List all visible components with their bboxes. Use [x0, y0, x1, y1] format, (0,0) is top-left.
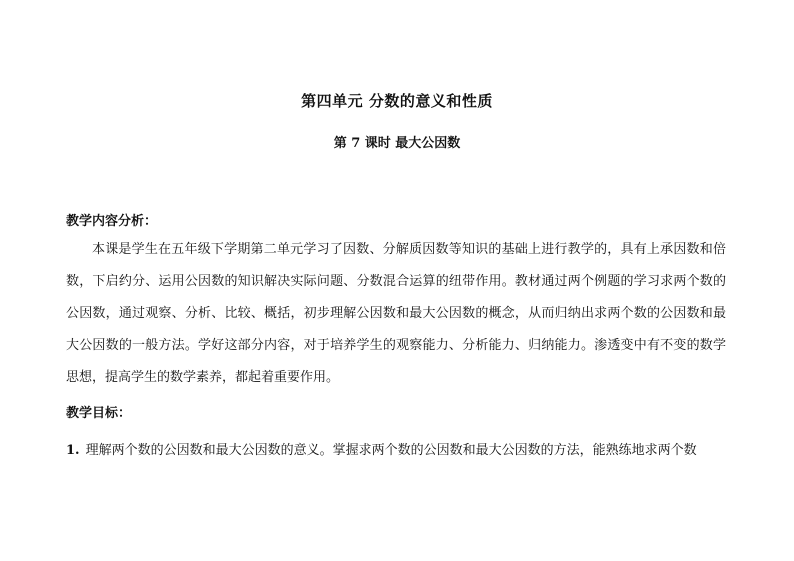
- unit-title: 第四单元 分数的意义和性质: [301, 92, 493, 110]
- lesson-subtitle: 第 7 课时 最大公因数: [333, 136, 461, 151]
- objective-item: [66, 440, 726, 462]
- objective-text: 理解两个数的公因数和最大公因数的意义。掌握求两个数的公因数和最大公因数的方法，能熟练地求两个数: [85, 443, 697, 458]
- objective-number: 1.: [66, 443, 80, 458]
- section-heading-objectives: 教学目标：: [66, 406, 132, 421]
- section-heading-content-analysis: 教学内容分析：: [66, 214, 158, 229]
- content-analysis-paragraph: 本课是学生在五年级下学期第二单元学习了因数、分解质因数等知识的基础上进行教学的，具有上承因数和倍数，下启约分、运用公因数的知识解决实际问题、分数混合运算的纽带作用。教材通过两个例题的学习求两个数的公因数，通过观察、分析、比较、概括，初步理解公因数和最大公因数的概念，从而归纳出求两个数的公因数和最大公因数的一般方法。学好这部分内容，对于培养学生的观察能力、分析能力、归纳能力。渗透变中有不变的数学思想，提高学生的数学素养，都起着重要作用。: [66, 242, 726, 385]
